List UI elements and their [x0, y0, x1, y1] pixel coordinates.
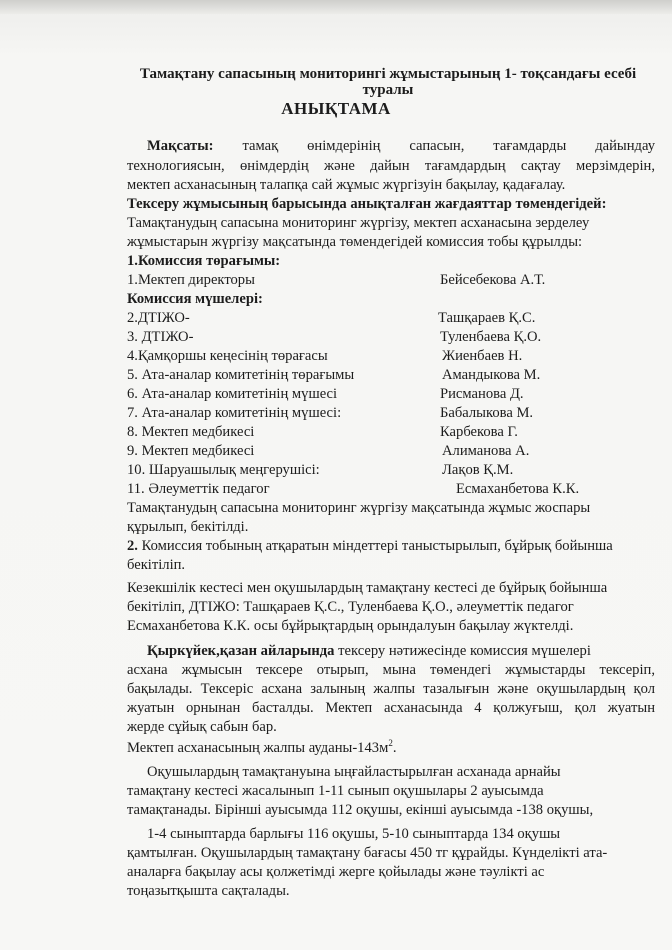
member-role: 9. Мектеп медбикесі	[127, 443, 255, 459]
duty-line-3: Есмаханбетова К.К. осы бұйрықтардың орындалуын бақылау жүктелді.	[127, 618, 574, 634]
months-line-5: жерде сұйық сабын бар.	[127, 719, 277, 735]
purpose-line-2: технологиясын, өнімдердің және дайын тағамдардың сақтау мерзімдерін,	[127, 158, 655, 174]
area-superscript: 2	[388, 738, 393, 748]
months-line-1	[147, 643, 591, 660]
months-label: Қыркүйек,қазан айларында	[147, 643, 335, 659]
schedule-line-2: тамақтану кестесі жасалынып 1-11 сынып оқушылары 2 ауысымда	[127, 783, 544, 799]
intro-line-1: Тамақтанудың сапасына мониторинг жүргізу, мектеп асханасына зерделеу	[127, 215, 590, 231]
document-heading: АНЫҚТАМА	[281, 99, 391, 118]
duty-line-2: бекітіліп, ДТІЖО: Ташқараев Қ.С., Туленбаева Қ.О., әлеуметтік педагог	[127, 599, 574, 615]
member-role: 8. Мектеп медбикесі	[127, 424, 255, 440]
months-line-4: жуатын орнынан басталды. Мектеп асханасында 4 қолжуғыш, қол жуатын	[127, 700, 655, 716]
schedule-line-3: тамақтанады. Бірінші ауысымда 112 оқушы, екінші ауысымда -138 оқушы,	[127, 802, 594, 818]
member-role: 5. Ата-аналар комитетінің төрағымы	[127, 367, 355, 383]
scan-edge	[0, 0, 672, 14]
member-name: Жиенбаев Н.	[442, 348, 523, 364]
paragraph-2-line-2: бекітіліп.	[127, 557, 186, 573]
purpose-text-1: тамақ өнімдерінің сапасын, тағамдарды дайындау	[242, 138, 655, 154]
paragraph-2-line-1	[127, 538, 613, 555]
months-line-2: асхана жұмысын тексере отырып, мына төмендегі жұмыстарды тексеріп,	[127, 662, 655, 678]
area-line	[127, 738, 396, 757]
area-text: Мектеп асханасының жалпы ауданы-143м	[127, 739, 389, 756]
member-role: 11. Әлеуметтік педагог	[127, 481, 270, 497]
member-role: 6. Ата-аналар комитетінің мүшесі	[127, 386, 338, 402]
member-role: 3. ДТІЖО-	[127, 329, 194, 345]
months-text-1: тексеру нәтижесінде комиссия мүшелері	[338, 643, 591, 659]
intro-line-2: жұмыстарын жүргізу мақсатында төмендегідей комиссия тобы құрылды:	[127, 234, 583, 250]
purpose-line-1	[127, 138, 655, 155]
chair-role: 1.Мектеп директоры	[127, 272, 255, 288]
schedule-line-5: қамтылған. Оқушылардың тамақтану бағасы 450 тг құрайды. Күнделікті ата-	[127, 845, 608, 861]
member-name: Лақов Қ.М.	[442, 462, 514, 478]
member-name: Туленбаева Қ.О.	[440, 329, 542, 345]
schedule-line-7: тоңазытқышта сақталады.	[127, 883, 290, 899]
member-name: Карбекова Г.	[440, 424, 518, 440]
member-name: Алиманова А.	[442, 443, 530, 459]
member-name: Бабалыкова М.	[440, 405, 534, 421]
paragraph-2-number: 2.	[127, 538, 138, 554]
plan-line-2: құрылып, бекітілді.	[127, 519, 249, 535]
member-role: 10. Шаруашылық меңгерушісі:	[127, 462, 320, 478]
plan-line-1: Тамақтанудың сапасына мониторинг жүргізу мақсатында жұмыс жоспары	[127, 500, 591, 516]
member-name: Ташқараев Қ.С.	[438, 310, 536, 326]
schedule-line-6: аналарға бақылау асы қолжетімді жерге қойылады және тәулікті ас	[127, 864, 545, 880]
check-heading: Тексеру жұмысының барысында анықталған жағдаяттар төмендегідей:	[127, 196, 607, 212]
purpose-line-3: мектеп асханасының талапқа сай жұмыс жүргізуін бақылау, қадағалау.	[127, 177, 566, 193]
paragraph-2-text: Комиссия тобының атқаратын міндеттері таныстырылып, бұйрық бойынша	[141, 538, 613, 554]
members-heading: Комиссия мүшелері:	[127, 291, 263, 307]
member-name: Амандыкова М.	[442, 367, 541, 383]
member-role: 4.Қамқоршы кеңесінің төрағасы	[127, 348, 328, 364]
member-role: 7. Ата-аналар комитетінің мүшесі:	[127, 405, 342, 421]
area-end: .	[392, 739, 397, 756]
purpose-label: Мақсаты:	[147, 138, 214, 154]
months-line-3: бақылады. Тексеріс асхана залының жалпы тазалығын және оқушылардың қол	[127, 681, 655, 697]
schedule-line-1: Оқушылардың тамақтануына ыңғайластырылған асханада арнайы	[147, 764, 561, 780]
member-name: Рисманова Д.	[440, 386, 524, 402]
schedule-line-4: 1-4 сыныптарда барлығы 116 оқушы, 5-10 сыныптарда 134 оқушы	[147, 826, 561, 842]
member-name: Есмаханбетова К.К.	[456, 481, 580, 497]
duty-line-1: Кезекшілік кестесі мен оқушылардың тамақтану кестесі де бұйрық бойынша	[127, 580, 608, 596]
title-line-1: Тамақтану сапасының мониторингі жұмыстарының 1- тоқсандағы есебі	[139, 66, 637, 82]
chair-heading: 1.Комиссия төрағымы:	[127, 253, 281, 269]
chair-name: Бейсебекова А.Т.	[440, 272, 546, 288]
title-line-2: туралы	[362, 82, 414, 98]
member-role: 2.ДТІЖО-	[127, 310, 190, 326]
